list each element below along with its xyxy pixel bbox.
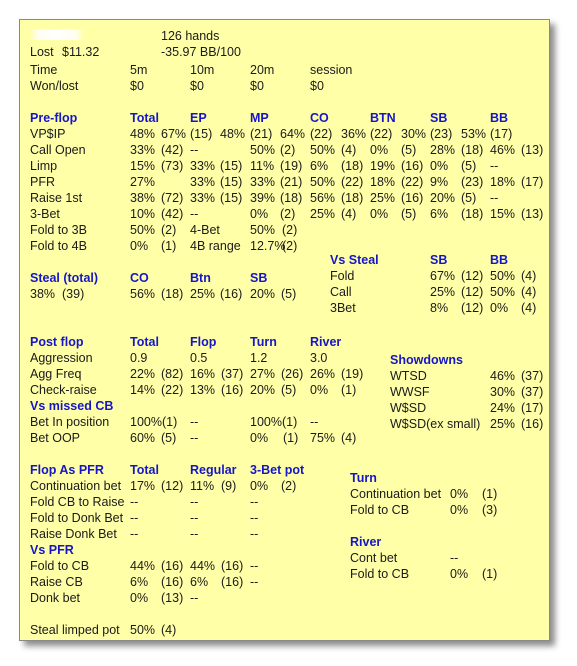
preflop-cell: 12.7% (250, 239, 286, 253)
river-row-label: Fold to CB (350, 567, 410, 581)
preflop-title: Pre-flop (30, 111, 78, 125)
preflop-cell: 0% (250, 207, 269, 221)
lost-label: Lost (30, 45, 54, 59)
preflop-cell: 48% (130, 127, 156, 141)
preflop-cell: 10% (130, 207, 156, 221)
vs-missed-cb-cell: 100%(1) (130, 415, 178, 429)
preflop-cell: (73) (161, 159, 184, 173)
steal-limped-label: Steal limped pot (30, 623, 120, 637)
vs-missed-cb-title: Vs missed CB (30, 399, 114, 413)
turn-count: (3) (482, 503, 498, 517)
vs-pfr-row-label: Donk bet (30, 591, 81, 605)
preflop-cell: 0% (370, 143, 389, 157)
preflop-cell: 36% (341, 127, 367, 141)
preflop-cell: 15% (490, 207, 516, 221)
vs-pfr-cell: (16) (221, 559, 244, 573)
vs-pfr-cell: (16) (221, 575, 244, 589)
preflop-cell: 67% (161, 127, 187, 141)
flop-as-pfr-cell: (12) (161, 479, 184, 493)
flop-as-pfr-cell: -- (250, 511, 259, 525)
vs-steal-row-label: 3Bet (330, 301, 356, 315)
preflop-cell: (2) (161, 223, 177, 237)
preflop-cell: (23) (430, 127, 453, 141)
flop-as-pfr-cell: -- (190, 527, 199, 541)
flop-as-pfr-column-header: Regular (190, 463, 237, 477)
turn-row-label: Fold to CB (350, 503, 410, 517)
preflop-cell: (5) (461, 191, 477, 205)
postflop-cell: (37) (221, 367, 244, 381)
postflop-cell: 16% (190, 367, 216, 381)
postflop-cell: (82) (161, 367, 184, 381)
river-title: River (350, 535, 382, 549)
steal-cell: (16) (220, 287, 243, 301)
preflop-cell: 0% (370, 207, 389, 221)
vs-missed-cb-row-label: Bet OOP (30, 431, 81, 445)
showdown-value: 24% (490, 401, 516, 415)
steal-total-value: 38% (30, 287, 56, 301)
preflop-cell: 46% (490, 143, 516, 157)
preflop-cell: 50% (310, 143, 336, 157)
river-value: 0% (450, 567, 469, 581)
showdowns-title: Showdowns (390, 353, 463, 367)
steal-cell: (5) (281, 287, 297, 301)
preflop-cell: 11% (250, 159, 275, 173)
vs-steal-row-label: Call (330, 285, 352, 299)
vs-steal-cell: 8% (430, 301, 449, 315)
preflop-cell: -- (490, 191, 499, 205)
postflop-cell: 20% (250, 383, 276, 397)
flop-as-pfr-cell: -- (250, 495, 259, 509)
preflop-cell: (15) (220, 191, 243, 205)
preflop-cell: (2) (280, 143, 296, 157)
period-value: $0 (130, 79, 144, 93)
period-label: 5m (130, 63, 148, 77)
flop-as-pfr-row-label: Raise Donk Bet (30, 527, 117, 541)
vs-pfr-cell: -- (250, 575, 259, 589)
postflop-cell: 0.9 (130, 351, 148, 365)
period-label: 20m (250, 63, 275, 77)
vs-steal-title: Vs Steal (330, 253, 379, 267)
vs-pfr-cell: (16) (161, 559, 184, 573)
vs-steal-cell: 25% (430, 285, 456, 299)
preflop-column-header: Total (130, 111, 159, 125)
turn-title: Turn (350, 471, 377, 485)
preflop-cell: (17) (521, 175, 544, 189)
preflop-cell: (18) (341, 159, 364, 173)
vs-pfr-title: Vs PFR (30, 543, 74, 557)
preflop-cell: (16) (401, 191, 424, 205)
preflop-row-label: PFR (30, 175, 55, 189)
preflop-cell: (17) (490, 127, 513, 141)
flop-as-pfr-row-label: Fold CB to Raise (30, 495, 125, 509)
showdown-count: (17) (521, 401, 544, 415)
flop-as-pfr-column-header: 3-Bet pot (250, 463, 305, 477)
vs-pfr-cell: -- (250, 559, 259, 573)
vs-steal-cell: 50% (490, 269, 516, 283)
vs-steal-cell: (4) (521, 301, 537, 315)
preflop-cell: 39% (250, 191, 276, 205)
postflop-column-header: Total (130, 335, 159, 349)
preflop-cell: (15) (220, 159, 243, 173)
postflop-row-label: Aggression (30, 351, 93, 365)
stats-panel (19, 19, 550, 641)
postflop-cell: 0% (310, 383, 329, 397)
bb-rate: -35.97 BB/100 (161, 45, 241, 59)
preflop-cell: 50% (250, 143, 276, 157)
flop-as-pfr-cell: 11% (190, 479, 215, 493)
steal-limped-value: 50% (130, 623, 156, 637)
preflop-cell: (4) (341, 143, 357, 157)
preflop-cell: 6% (430, 207, 449, 221)
preflop-cell: 0% (130, 239, 149, 253)
vs-missed-cb-cell: 75% (310, 431, 336, 445)
preflop-cell: 53% (461, 127, 487, 141)
vs-pfr-cell: 44% (130, 559, 156, 573)
preflop-cell: -- (490, 159, 499, 173)
turn-count: (1) (482, 487, 498, 501)
preflop-cell: (18) (341, 191, 364, 205)
flop-as-pfr-cell: -- (250, 527, 259, 541)
steal-column-header: Btn (190, 271, 211, 285)
flop-as-pfr-row-label: Fold to Donk Bet (30, 511, 124, 525)
period-label: session (310, 63, 353, 77)
showdown-value: 30% (490, 385, 516, 399)
preflop-row-label: Fold to 3B (30, 223, 87, 237)
preflop-cell: (23) (461, 175, 484, 189)
vs-steal-cell: (12) (461, 285, 484, 299)
preflop-row-label: Fold to 4B (30, 239, 87, 253)
preflop-row-label: Limp (30, 159, 58, 173)
turn-value: 0% (450, 503, 469, 517)
preflop-cell: -- (190, 143, 199, 157)
postflop-row-label: Agg Freq (30, 367, 82, 381)
preflop-cell: 4-Bet (190, 223, 220, 237)
flop-as-pfr-cell: -- (190, 511, 199, 525)
preflop-cell: 33% (190, 159, 216, 173)
river-row-label: Cont bet (350, 551, 398, 565)
vs-steal-cell: 67% (430, 269, 456, 283)
preflop-cell: (13) (521, 143, 544, 157)
period-value: $0 (190, 79, 204, 93)
preflop-cell: (42) (161, 207, 184, 221)
preflop-cell: 64% (280, 127, 306, 141)
vs-pfr-cell: 6% (190, 575, 209, 589)
steal-limped-count: (4) (161, 623, 177, 637)
showdown-row-label: W$SD(ex small) (390, 417, 481, 431)
flop-as-pfr-cell: -- (190, 495, 199, 509)
lost-amount: $11.32 (62, 45, 100, 59)
postflop-column-header: Turn (250, 335, 277, 349)
preflop-column-header: EP (190, 111, 207, 125)
preflop-cell: (22) (401, 175, 424, 189)
steal-total-count: (39) (62, 287, 85, 301)
preflop-cell: (15) (220, 175, 243, 189)
postflop-cell: (19) (341, 367, 364, 381)
preflop-cell: 19% (370, 159, 396, 173)
vs-missed-cb-cell: 0% (250, 431, 269, 445)
vs-missed-cb-cell: (5) (161, 431, 177, 445)
vs-pfr-cell: (16) (161, 575, 184, 589)
preflop-row-label: Raise 1st (30, 191, 83, 205)
flop-as-pfr-column-header: Total (130, 463, 159, 477)
preflop-cell: (22) (370, 127, 393, 141)
preflop-cell: (5) (401, 207, 417, 221)
preflop-row-label: Call Open (30, 143, 86, 157)
postflop-cell: 26% (310, 367, 336, 381)
showdown-value: 25% (490, 417, 516, 431)
vs-steal-column-header: BB (490, 253, 509, 267)
postflop-cell: 13% (190, 383, 216, 397)
postflop-cell: 0.5 (190, 351, 208, 365)
steal-cell: 56% (130, 287, 156, 301)
steal-cell: 25% (190, 287, 216, 301)
preflop-cell: (19) (280, 159, 303, 173)
preflop-column-header: SB (430, 111, 448, 125)
flop-as-pfr-cell: 0% (250, 479, 269, 493)
preflop-column-header: CO (310, 111, 329, 125)
preflop-cell: (5) (461, 159, 477, 173)
preflop-row-label: VP$IP (30, 127, 66, 141)
postflop-cell: (1) (341, 383, 357, 397)
period-value: $0 (310, 79, 324, 93)
vs-steal-cell: (4) (521, 269, 537, 283)
vs-steal-cell: (12) (461, 301, 484, 315)
steal-column-header: SB (250, 271, 268, 285)
turn-row-label: Continuation bet (350, 487, 442, 501)
preflop-cell: 25% (310, 207, 336, 221)
postflop-cell: 14% (130, 383, 156, 397)
preflop-cell: 15% (130, 159, 156, 173)
preflop-cell: 6% (310, 159, 329, 173)
steal-column-header: CO (130, 271, 149, 285)
preflop-cell: 9% (430, 175, 449, 189)
preflop-cell: 30% (401, 127, 427, 141)
hands-count: 126 hands (161, 29, 220, 43)
vs-missed-cb-cell: -- (190, 431, 199, 445)
won-lost-label: Won/lost (30, 79, 79, 93)
preflop-cell: (72) (161, 191, 184, 205)
preflop-cell: (4) (341, 207, 357, 221)
flop-as-pfr-cell: -- (130, 495, 139, 509)
preflop-cell: (16) (401, 159, 424, 173)
vs-missed-cb-cell: 60% (130, 431, 156, 445)
redacted-player-name (30, 29, 84, 40)
preflop-cell: (2) (282, 239, 298, 253)
postflop-column-header: Flop (190, 335, 217, 349)
flop-as-pfr-title: Flop As PFR (30, 463, 104, 477)
flop-as-pfr-cell: (9) (221, 479, 237, 493)
preflop-cell: 50% (250, 223, 276, 237)
showdown-count: (37) (521, 385, 544, 399)
postflop-title: Post flop (30, 335, 84, 349)
preflop-cell: (22) (341, 175, 364, 189)
preflop-cell: 18% (490, 175, 516, 189)
preflop-cell: 33% (190, 191, 216, 205)
vs-steal-cell: (4) (521, 285, 537, 299)
vs-missed-cb-cell: (1) (283, 431, 299, 445)
preflop-cell: -- (190, 207, 199, 221)
preflop-cell: 48% (220, 127, 246, 141)
vs-missed-cb-cell: (4) (341, 431, 357, 445)
preflop-cell: 4B range (190, 239, 241, 253)
vs-steal-cell: (12) (461, 269, 484, 283)
period-label: 10m (190, 63, 215, 77)
preflop-column-header: MP (250, 111, 269, 125)
preflop-cell: 33% (190, 175, 216, 189)
preflop-cell: 25% (370, 191, 396, 205)
preflop-cell: (18) (461, 143, 484, 157)
preflop-cell: 18% (370, 175, 396, 189)
flop-as-pfr-cell: -- (130, 527, 139, 541)
vs-pfr-row-label: Raise CB (30, 575, 83, 589)
vs-missed-cb-row-label: Bet In position (30, 415, 110, 429)
postflop-row-label: Check-raise (30, 383, 97, 397)
postflop-cell: 3.0 (310, 351, 328, 365)
preflop-cell: (21) (280, 175, 303, 189)
postflop-cell: 27% (250, 367, 276, 381)
vs-missed-cb-cell: 100%(1) (250, 415, 298, 429)
preflop-cell: 56% (310, 191, 336, 205)
vs-steal-cell: 0% (490, 301, 509, 315)
showdown-value: 46% (490, 369, 516, 383)
preflop-cell: (18) (280, 191, 303, 205)
vs-pfr-row-label: Fold to CB (30, 559, 90, 573)
vs-missed-cb-cell: -- (310, 415, 319, 429)
steal-cell: 20% (250, 287, 276, 301)
postflop-cell: (5) (281, 383, 297, 397)
vs-missed-cb-cell: -- (190, 415, 199, 429)
period-value: $0 (250, 79, 264, 93)
showdown-row-label: WTSD (390, 369, 427, 383)
preflop-column-header: BTN (370, 111, 396, 125)
preflop-column-header: BB (490, 111, 509, 125)
flop-as-pfr-cell: (2) (281, 479, 297, 493)
preflop-cell: (2) (282, 223, 298, 237)
turn-value: 0% (450, 487, 469, 501)
postflop-column-header: River (310, 335, 342, 349)
vs-pfr-cell: (13) (161, 591, 184, 605)
vs-pfr-cell: 44% (190, 559, 216, 573)
preflop-cell: 50% (130, 223, 156, 237)
preflop-cell: (1) (161, 239, 177, 253)
river-value: -- (450, 551, 459, 565)
time-label: Time (30, 63, 58, 77)
preflop-cell: 0% (430, 159, 449, 173)
preflop-cell: (22) (310, 127, 333, 141)
preflop-cell: 50% (310, 175, 336, 189)
preflop-cell: (13) (521, 207, 544, 221)
vs-steal-column-header: SB (430, 253, 448, 267)
river-count: (1) (482, 567, 498, 581)
preflop-row-label: 3-Bet (30, 207, 60, 221)
vs-pfr-cell: 6% (130, 575, 149, 589)
preflop-cell: 27% (130, 175, 156, 189)
postflop-cell: (26) (281, 367, 304, 381)
preflop-cell: (21) (250, 127, 273, 141)
postflop-cell: 1.2 (250, 351, 268, 365)
preflop-cell: 33% (130, 143, 156, 157)
preflop-cell: 28% (430, 143, 456, 157)
preflop-cell: (5) (401, 143, 417, 157)
vs-pfr-cell: 0% (130, 591, 149, 605)
flop-as-pfr-cell: 17% (130, 479, 156, 493)
postflop-cell: (16) (221, 383, 244, 397)
postflop-cell: (22) (161, 383, 184, 397)
preflop-cell: 33% (250, 175, 276, 189)
showdown-row-label: W$SD (390, 401, 427, 415)
vs-pfr-cell: -- (190, 591, 199, 605)
postflop-cell: 22% (130, 367, 156, 381)
steal-title: Steal (total) (30, 271, 99, 285)
showdown-row-label: WWSF (390, 385, 430, 399)
preflop-cell: 38% (130, 191, 156, 205)
preflop-cell: 20% (430, 191, 456, 205)
preflop-cell: (18) (461, 207, 484, 221)
vs-steal-cell: 50% (490, 285, 516, 299)
steal-cell: (18) (161, 287, 184, 301)
flop-as-pfr-cell: -- (130, 511, 139, 525)
preflop-cell: (2) (280, 207, 296, 221)
showdown-count: (16) (521, 417, 544, 431)
preflop-cell: (42) (161, 143, 184, 157)
showdown-count: (37) (521, 369, 544, 383)
preflop-cell: (15) (190, 127, 213, 141)
vs-steal-row-label: Fold (330, 269, 355, 283)
flop-as-pfr-row-label: Continuation bet (30, 479, 122, 493)
